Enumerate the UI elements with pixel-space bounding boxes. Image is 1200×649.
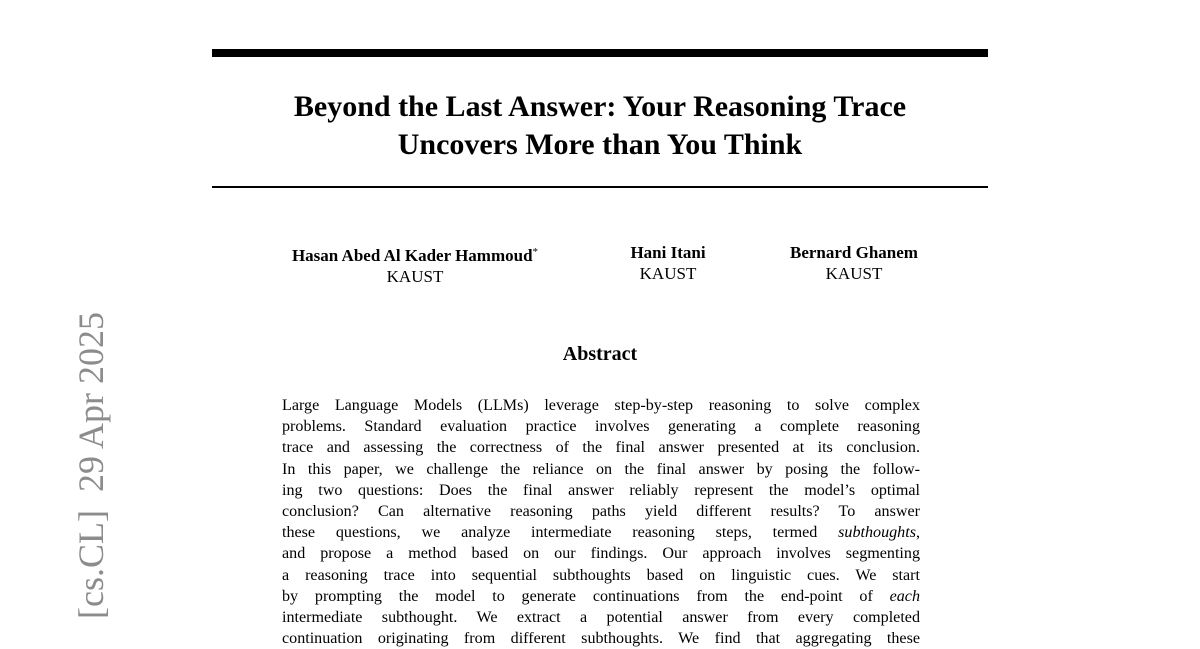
author-footnote-mark: * bbox=[532, 246, 539, 258]
abstract-line: trace and assessing the correctness of the final answer presented at its conclusion. bbox=[282, 439, 920, 457]
title-line: Beyond the Last Answer: Your Reasoning Trace bbox=[293, 90, 907, 123]
author-block bbox=[272, 242, 558, 287]
abstract-line: conclusion? Can alternative reasoning paths yield different results? To answer bbox=[282, 502, 920, 520]
author-name bbox=[272, 242, 558, 266]
author-name-text: Bernard Ghanem bbox=[790, 243, 918, 262]
author-name bbox=[778, 242, 930, 263]
abstract-heading: Abstract bbox=[562, 343, 638, 365]
arxiv-stamp-text: [cs.CL] 29 Apr 2025 bbox=[71, 312, 111, 619]
top-rule bbox=[212, 49, 988, 57]
paper-title bbox=[212, 88, 988, 164]
abstract-line: ing two questions: Does the final answer reliably represent the model’s optimal bbox=[282, 481, 920, 499]
abstract-line: Large Language Models (LLMs) leverage step-by-step reasoning to solve complex bbox=[282, 397, 920, 414]
author-name bbox=[613, 242, 723, 263]
abstract-line: In this paper, we challenge the reliance on the final answer by posing the follow- bbox=[282, 460, 920, 478]
abstract-line: intermediate subthought. We extract a potential answer from every completed bbox=[282, 608, 920, 626]
arxiv-stamp bbox=[28, 312, 111, 648]
author-name-text: Hasan Abed Al Kader Hammoud bbox=[291, 246, 533, 265]
abstract-line: these questions, we analyze intermediate reasoning steps, termed subthoughts, bbox=[282, 524, 920, 542]
title-line: Uncovers More than You Think bbox=[397, 128, 803, 161]
abstract-line: a reasoning trace into sequential subthoughts based on linguistic cues. We start bbox=[282, 566, 920, 584]
abstract-line: problems. Standard evaluation practice involves generating a complete reasoning bbox=[282, 418, 920, 436]
title-bottom-rule bbox=[212, 186, 988, 188]
author-name-text: Hani Itani bbox=[630, 243, 706, 262]
author-block bbox=[613, 242, 723, 284]
abstract-line: and propose a method based on our findings. Our approach involves segmenting bbox=[282, 545, 920, 563]
author-affiliation: KAUST bbox=[639, 264, 697, 283]
abstract-line: by prompting the model to generate continuations from the end-point of each bbox=[282, 587, 920, 605]
author-affiliation: KAUST bbox=[386, 267, 444, 286]
abstract-body bbox=[282, 395, 920, 649]
author-block bbox=[778, 242, 930, 284]
abstract-line: continuation originating from different subthoughts. We find that aggregating these bbox=[282, 630, 920, 648]
author-affiliation: KAUST bbox=[825, 264, 883, 283]
